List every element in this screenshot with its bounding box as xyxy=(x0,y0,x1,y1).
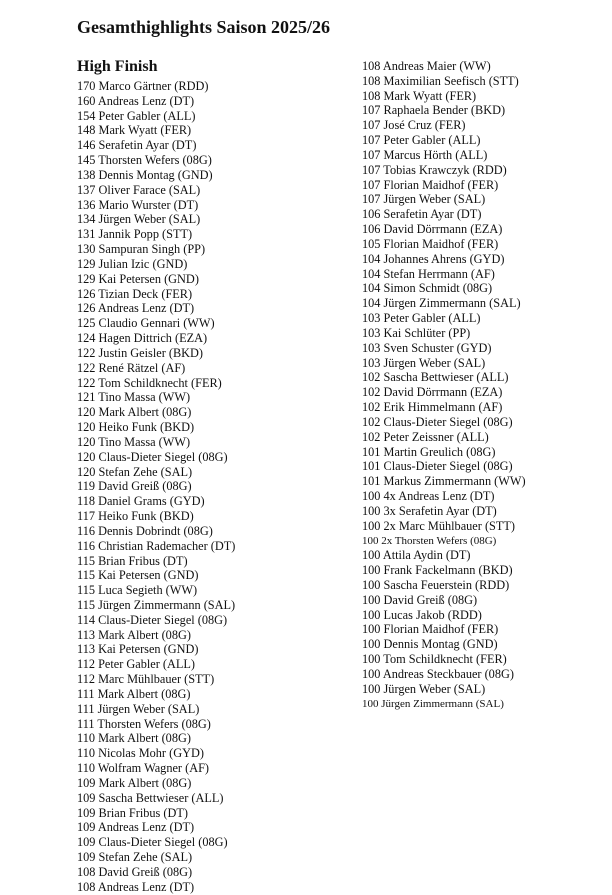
high-finish-entry: 137 Oliver Farace (SAL) xyxy=(77,182,201,197)
high-finish-entry: 114 Claus-Dieter Siegel (08G) xyxy=(77,612,228,627)
high-finish-entry: 107 Tobias Krawczyk (RDD) xyxy=(362,162,507,177)
high-finish-entry: 113 Kai Petersen (GND) xyxy=(77,642,199,657)
high-finish-entry: 112 Marc Mühlbauer (STT) xyxy=(77,672,215,687)
high-finish-entry: 126 Andreas Lenz (DT) xyxy=(77,301,195,316)
high-finish-entry: 131 Jannik Popp (STT) xyxy=(77,227,193,242)
high-finish-entry: 100 Dennis Montag (GND) xyxy=(362,637,498,652)
high-finish-entry: 107 Peter Gabler (ALL) xyxy=(362,133,481,148)
high-finish-entry: 146 Serafetin Ayar (DT) xyxy=(77,138,197,153)
high-finish-entry: 108 Maximilian Seefisch (STT) xyxy=(362,73,519,88)
high-finish-entry: 109 Claus-Dieter Siegel (08G) xyxy=(77,835,228,850)
high-finish-entry: 102 Peter Zeissner (ALL) xyxy=(362,429,489,444)
high-finish-entry: 122 Justin Geisler (BKD) xyxy=(77,345,204,360)
high-finish-entry: 129 Julian Izic (GND) xyxy=(77,256,188,271)
high-finish-entry: 119 David Greiß (08G) xyxy=(77,479,192,494)
high-finish-entry: 110 Nicolas Mohr (GYD) xyxy=(77,746,204,761)
high-finish-entry: 136 Mario Wurster (DT) xyxy=(77,197,199,212)
high-finish-entry: 154 Peter Gabler (ALL) xyxy=(77,108,196,123)
high-finish-entry: 100 Frank Fackelmann (BKD) xyxy=(362,563,513,578)
high-finish-entry: 101 Martin Greulich (08G) xyxy=(362,444,496,459)
high-finish-entry: 100 Jürgen Weber (SAL) xyxy=(362,681,486,696)
high-finish-entry: 107 Jürgen Weber (SAL) xyxy=(362,192,486,207)
high-finish-entry: 103 Jürgen Weber (SAL) xyxy=(362,355,486,370)
high-finish-entry: 138 Dennis Montag (GND) xyxy=(77,167,213,182)
high-finish-entry: 108 Andreas Lenz (DT) xyxy=(77,879,195,894)
high-finish-entry: 106 Serafetin Ayar (DT) xyxy=(362,207,482,222)
high-finish-entry: 100 Andreas Steckbauer (08G) xyxy=(362,666,514,681)
high-finish-entry: 100 4x Andreas Lenz (DT) xyxy=(362,489,495,504)
high-finish-entry: 111 Thorsten Wefers (08G) xyxy=(77,716,211,731)
section-heading: High Finish xyxy=(77,58,158,75)
high-finish-entry: 118 Daniel Grams (GYD) xyxy=(77,494,205,509)
high-finish-entry: 109 Stefan Zehe (SAL) xyxy=(77,850,193,865)
high-finish-entry: 102 Claus-Dieter Siegel (08G) xyxy=(362,414,513,429)
high-finish-entry: 134 Jürgen Weber (SAL) xyxy=(77,212,201,227)
high-finish-entry: 122 Tom Schildknecht (FER) xyxy=(77,375,222,390)
high-finish-entry: 129 Kai Petersen (GND) xyxy=(77,271,199,286)
high-finish-entry: 111 Mark Albert (08G) xyxy=(77,686,191,701)
high-finish-entry: 120 Tino Massa (WW) xyxy=(77,434,191,449)
high-finish-entry: 113 Mark Albert (08G) xyxy=(77,627,191,642)
high-finish-entry: 100 Jürgen Zimmermann (SAL) xyxy=(362,697,504,710)
high-finish-entry: 108 Andreas Maier (WW) xyxy=(362,59,491,73)
high-finish-entry: 120 Claus-Dieter Siegel (08G) xyxy=(77,449,228,464)
high-finish-entry: 110 Wolfram Wagner (AF) xyxy=(77,761,210,776)
high-finish-entry: 100 Sascha Feuerstein (RDD) xyxy=(362,577,510,592)
high-finish-entry: 109 Sascha Bettwieser (ALL) xyxy=(77,790,224,805)
high-finish-entry: 105 Florian Maidhof (FER) xyxy=(362,236,499,251)
high-finish-entry: 108 Mark Wyatt (FER) xyxy=(362,88,477,103)
high-finish-entry: 126 Tizian Deck (FER) xyxy=(77,286,193,301)
high-finish-entry: 160 Andreas Lenz (DT) xyxy=(77,93,195,108)
high-finish-entry: 104 Stefan Herrmann (AF) xyxy=(362,266,495,281)
high-finish-entry: 116 Christian Rademacher (DT) xyxy=(77,538,236,553)
high-finish-entry: 110 Mark Albert (08G) xyxy=(77,731,191,746)
high-finish-entry: 106 David Dörrmann (EZA) xyxy=(362,222,503,237)
high-finish-entry: 102 David Dörrmann (EZA) xyxy=(362,385,503,400)
high-finish-entry: 100 3x Serafetin Ayar (DT) xyxy=(362,503,497,518)
high-finish-list-left xyxy=(77,79,347,895)
high-finish-entry: 125 Claudio Gennari (WW) xyxy=(77,316,215,331)
high-finish-entry: 115 Brian Fribus (DT) xyxy=(77,553,188,568)
high-finish-entry: 107 José Cruz (FER) xyxy=(362,118,466,133)
high-finish-entry: 115 Luca Segieth (WW) xyxy=(77,583,198,598)
high-finish-entry: 100 2x Thorsten Wefers (08G) xyxy=(362,534,497,547)
high-finish-list-right xyxy=(362,59,607,711)
high-finish-entry: 101 Markus Zimmermann (WW) xyxy=(362,474,526,489)
high-finish-entry: 100 Attila Aydin (DT) xyxy=(362,548,471,563)
high-finish-entry: 100 Florian Maidhof (FER) xyxy=(362,622,499,637)
high-finish-entry: 107 Marcus Hörth (ALL) xyxy=(362,147,488,162)
high-finish-entry: 107 Florian Maidhof (FER) xyxy=(362,177,499,192)
high-finish-entry: 117 Heiko Funk (BKD) xyxy=(77,509,194,524)
high-finish-entry: 104 Simon Schmidt (08G) xyxy=(362,281,493,296)
high-finish-entry: 116 Dennis Dobrindt (08G) xyxy=(77,523,213,538)
high-finish-entry: 170 Marco Gärtner (RDD) xyxy=(77,79,209,93)
high-finish-entry: 109 Brian Fribus (DT) xyxy=(77,805,189,820)
high-finish-entry: 130 Sampuran Singh (PP) xyxy=(77,242,206,257)
high-finish-entry: 108 David Greiß (08G) xyxy=(77,864,193,879)
high-finish-entry: 102 Sascha Bettwieser (ALL) xyxy=(362,370,509,385)
high-finish-entry: 112 Peter Gabler (ALL) xyxy=(77,657,196,672)
high-finish-entry: 111 Jürgen Weber (SAL) xyxy=(77,701,200,716)
high-finish-entry: 104 Johannes Ahrens (GYD) xyxy=(362,251,505,266)
high-finish-entry: 120 Heiko Funk (BKD) xyxy=(77,420,195,435)
high-finish-entry: 115 Jürgen Zimmermann (SAL) xyxy=(77,597,236,612)
high-finish-entry: 115 Kai Petersen (GND) xyxy=(77,568,199,583)
high-finish-entry: 100 Lucas Jakob (RDD) xyxy=(362,607,482,622)
high-finish-entry: 148 Mark Wyatt (FER) xyxy=(77,123,192,138)
high-finish-entry: 100 David Greiß (08G) xyxy=(362,592,478,607)
high-finish-entry: 122 René Rätzel (AF) xyxy=(77,360,186,375)
high-finish-entry: 121 Tino Massa (WW) xyxy=(77,390,191,405)
high-finish-entry: 104 Jürgen Zimmermann (SAL) xyxy=(362,296,521,311)
high-finish-entry: 109 Andreas Lenz (DT) xyxy=(77,820,195,835)
high-finish-entry: 124 Hagen Dittrich (EZA) xyxy=(77,331,208,346)
high-finish-entry: 103 Sven Schuster (GYD) xyxy=(362,340,492,355)
high-finish-entry: 103 Peter Gabler (ALL) xyxy=(362,311,481,326)
high-finish-entry: 120 Stefan Zehe (SAL) xyxy=(77,464,193,479)
high-finish-entry: 100 2x Marc Mühlbauer (STT) xyxy=(362,518,515,533)
high-finish-entry: 100 Tom Schildknecht (FER) xyxy=(362,652,507,667)
page-title: Gesamthighlights Saison 2025/26 xyxy=(77,17,331,37)
high-finish-entry: 103 Kai Schlüter (PP) xyxy=(362,325,471,340)
high-finish-entry: 109 Mark Albert (08G) xyxy=(77,775,192,790)
high-finish-entry: 107 Raphaela Bender (BKD) xyxy=(362,103,506,118)
high-finish-entry: 101 Claus-Dieter Siegel (08G) xyxy=(362,459,513,474)
high-finish-entry: 102 Erik Himmelmann (AF) xyxy=(362,400,503,415)
high-finish-entry: 120 Mark Albert (08G) xyxy=(77,405,192,420)
high-finish-entry: 145 Thorsten Wefers (08G) xyxy=(77,153,212,168)
